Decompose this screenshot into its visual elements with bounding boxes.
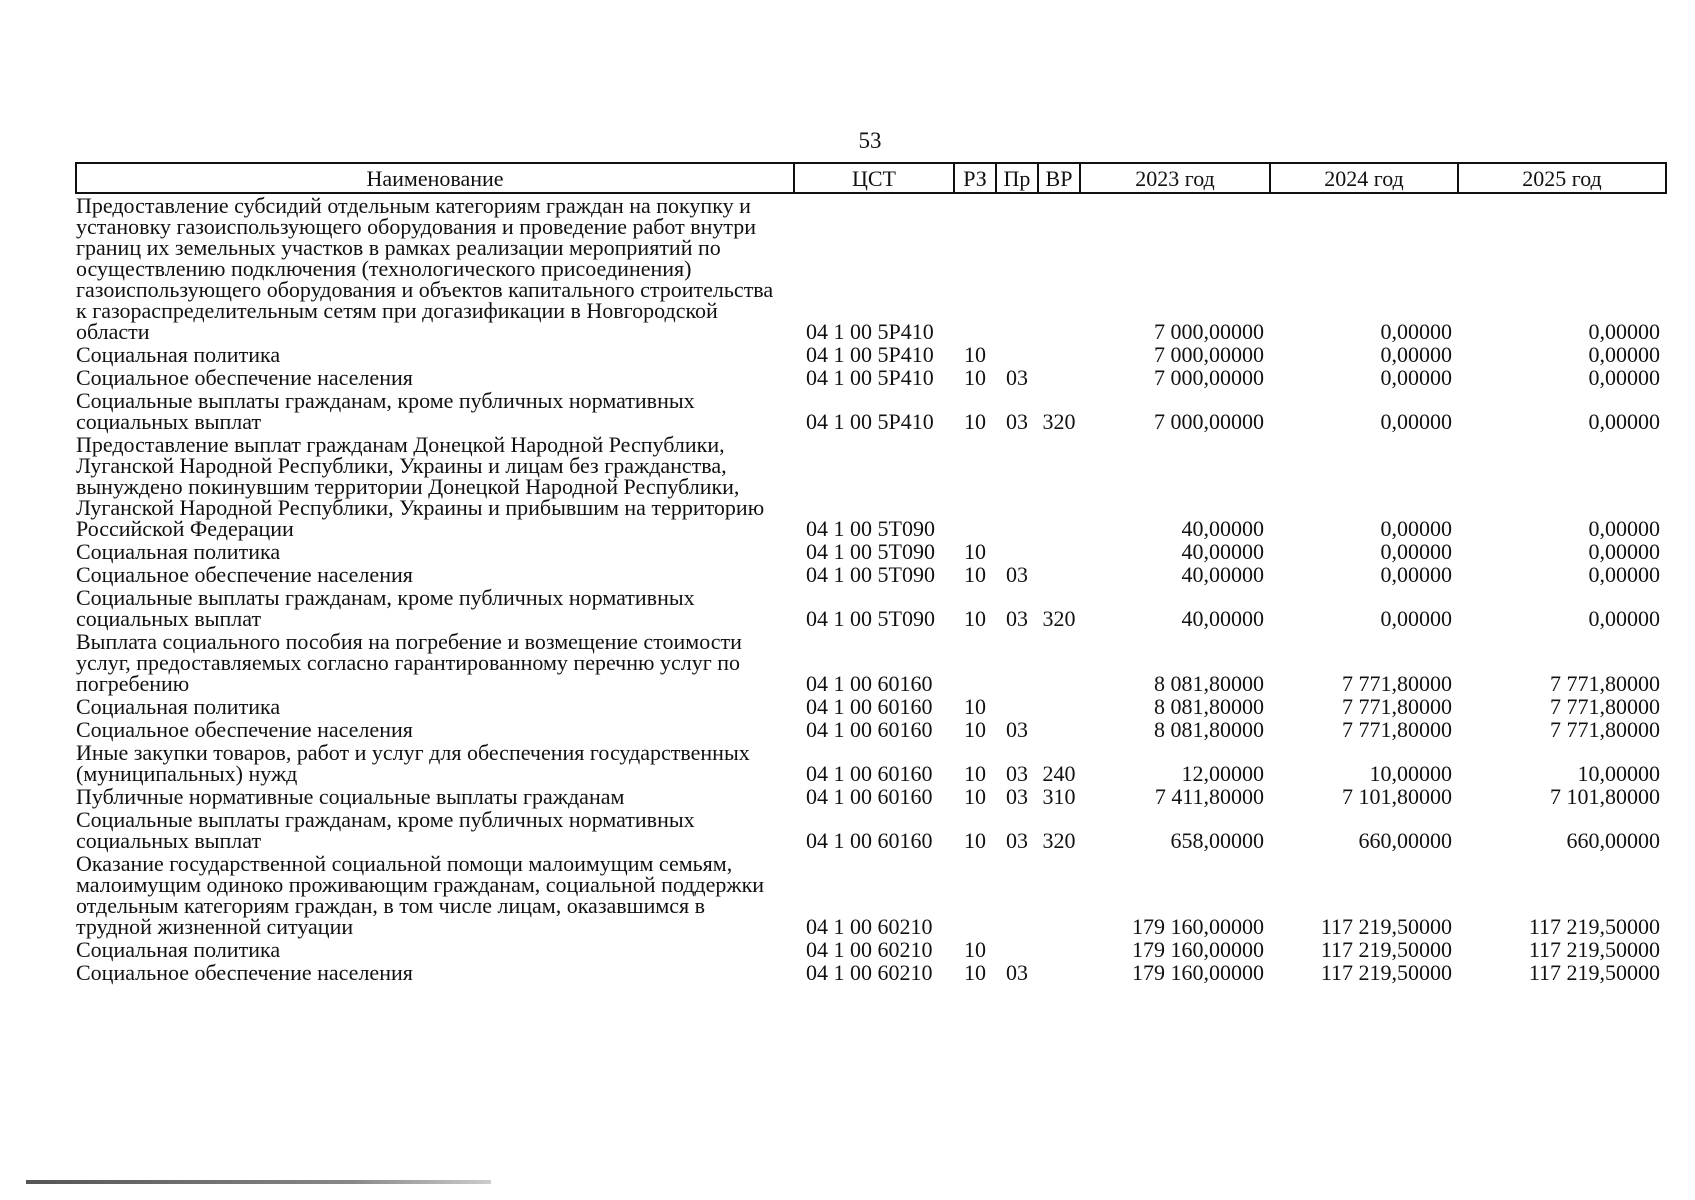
row-value-2024: 117 219,50000 [1320,937,1452,962]
row-value-2024: 10,00000 [1369,761,1452,786]
row-value-2023: 179 160,00000 [1132,960,1264,985]
row-value-2024: 0,00000 [1380,409,1452,434]
row-rz: 10 [964,342,986,367]
row-value-2025: 117 219,50000 [1528,914,1660,939]
row-rz: 10 [964,761,986,786]
budget-table-container [75,162,1665,984]
row-value-2025: 0,00000 [1588,365,1660,390]
row-value-2024: 7 101,80000 [1342,784,1452,809]
row-rz: 10 [964,365,986,390]
table-row [76,563,1666,586]
row-vr: 240 [1042,761,1076,786]
row-cst: 04 1 00 5T090 [806,539,935,564]
row-vr [1038,961,1080,984]
table-body [76,193,1666,984]
row-vr: 320 [1042,606,1076,631]
row-cst: 04 1 00 5P410 [806,409,934,434]
header-rz: РЗ [954,163,996,193]
row-value-2025: 7 101,80000 [1550,784,1660,809]
row-cst: 04 1 00 5T090 [806,516,935,541]
row-pr: 03 [1006,828,1028,853]
row-name: Социальное обеспечение населения [76,717,413,742]
row-cst: 04 1 00 60160 [806,761,933,786]
header-name: Наименование [76,163,794,193]
row-value-2025: 0,00000 [1588,319,1660,344]
row-rz: 10 [964,937,986,962]
row-value-2025: 0,00000 [1588,516,1660,541]
row-pr [996,433,1038,540]
row-name: Социальная политика [76,342,281,367]
table-row [76,630,1666,695]
row-pr: 03 [1006,960,1028,985]
row-value-2025: 7 771,80000 [1550,694,1660,719]
table-row [76,741,1666,785]
row-pr [996,193,1038,343]
row-cst: 04 1 00 60160 [806,671,933,696]
row-name: Социальное обеспечение населения [76,365,413,390]
row-value-2024: 7 771,80000 [1342,717,1452,742]
row-value-2025: 0,00000 [1588,539,1660,564]
row-name: Социальная политика [76,539,281,564]
header-2024: 2024 год [1270,163,1458,193]
row-value-2024: 660,00000 [1358,828,1452,853]
table-row [76,852,1666,938]
row-vr [1038,193,1080,343]
row-cst: 04 1 00 5P410 [806,365,934,390]
row-vr [1038,433,1080,540]
table-row [76,433,1666,540]
row-name: Публичные нормативные социальные выплаты гражданам [76,784,625,809]
row-rz [954,433,996,540]
row-value-2025: 0,00000 [1588,562,1660,587]
row-vr [1038,695,1080,718]
row-value-2023: 8 081,80000 [1154,694,1264,719]
header-pr: Пр [996,163,1038,193]
header-2023: 2023 год [1080,163,1270,193]
row-value-2025: 7 771,80000 [1550,671,1660,696]
row-value-2023: 40,00000 [1181,606,1264,631]
row-value-2025: 7 771,80000 [1550,717,1660,742]
row-pr [996,540,1038,563]
row-value-2024: 7 771,80000 [1342,694,1452,719]
row-value-2023: 658,00000 [1170,828,1264,853]
table-row [76,540,1666,563]
row-rz: 10 [964,784,986,809]
row-value-2023: 7 000,00000 [1154,409,1264,434]
row-vr [1038,540,1080,563]
row-rz: 10 [964,960,986,985]
row-value-2025: 0,00000 [1588,606,1660,631]
row-rz: 10 [964,606,986,631]
row-name: Социальные выплаты гражданам, кроме публичных нормативных социальных выплат [76,585,695,631]
row-cst: 04 1 00 60160 [806,828,933,853]
row-vr: 310 [1042,784,1076,809]
row-vr: 320 [1042,409,1076,434]
row-rz [954,630,996,695]
row-value-2025: 117 219,50000 [1528,937,1660,962]
table-header [76,163,1666,193]
row-rz: 10 [964,717,986,742]
row-cst: 04 1 00 60210 [806,914,933,939]
table-row [76,938,1666,961]
scan-artifact-line [26,1180,491,1184]
row-value-2024: 0,00000 [1380,539,1452,564]
row-cst: 04 1 00 60210 [806,960,933,985]
row-name: Социальная политика [76,937,281,962]
row-value-2023: 7 000,00000 [1154,319,1264,344]
row-value-2024: 0,00000 [1380,342,1452,367]
row-pr: 03 [1006,365,1028,390]
table-row [76,961,1666,984]
row-vr [1038,630,1080,695]
row-name: Социальное обеспечение населения [76,562,413,587]
row-value-2023: 12,00000 [1181,761,1264,786]
row-cst: 04 1 00 5P410 [806,342,934,367]
row-pr [996,695,1038,718]
row-vr [1038,343,1080,366]
row-value-2023: 8 081,80000 [1154,717,1264,742]
row-rz: 10 [964,409,986,434]
row-value-2023: 40,00000 [1181,516,1264,541]
row-vr [1038,718,1080,741]
row-value-2025: 10,00000 [1577,761,1660,786]
row-name: Социальные выплаты гражданам, кроме публичных нормативных социальных выплат [76,807,695,853]
row-pr: 03 [1006,761,1028,786]
row-vr [1038,366,1080,389]
table-row [76,718,1666,741]
row-value-2023: 179 160,00000 [1132,937,1264,962]
row-name: Оказание государственной социальной помощи малоимущим семьям, малоимущим одиноко проживающим гражданам, социальной поддержки отдельным категориям граждан, в том числе лицам, оказавшимся в трудной жизненной ситуации [76,851,765,939]
row-cst: 04 1 00 60160 [806,717,933,742]
row-name: Социальная политика [76,694,281,719]
row-rz: 10 [964,828,986,853]
row-vr [1038,852,1080,938]
row-pr [996,630,1038,695]
budget-table [75,162,1667,984]
row-cst: 04 1 00 5P410 [806,319,934,344]
row-pr: 03 [1006,717,1028,742]
row-pr: 03 [1006,784,1028,809]
row-rz [954,193,996,343]
row-rz: 10 [964,539,986,564]
row-name: Предоставление субсидий отдельным категориям граждан на покупку и установку газоиспользующего оборудования и проведение работ внутри границ их земельных участков в рамках реализации мероприятий по осуществлению подключения (технологического присоединения) газоиспользующего оборудования и объектов капитального строительства к газораспределительным сетям при догазификации в Новгородской области [76,193,774,344]
row-name: Иные закупки товаров, работ и услуг для обеспечения государственных (муниципальных) нужд [76,740,750,786]
row-rz [954,852,996,938]
row-value-2024: 0,00000 [1380,606,1452,631]
row-value-2024: 7 771,80000 [1342,671,1452,696]
row-value-2023: 179 160,00000 [1132,914,1264,939]
row-name: Социальные выплаты гражданам, кроме публичных нормативных социальных выплат [76,388,695,434]
table-row [76,193,1666,343]
row-value-2023: 8 081,80000 [1154,671,1264,696]
row-value-2024: 0,00000 [1380,365,1452,390]
table-row [76,586,1666,630]
row-value-2024: 0,00000 [1380,562,1452,587]
row-value-2024: 117 219,50000 [1320,914,1452,939]
row-value-2023: 40,00000 [1181,539,1264,564]
row-cst: 04 1 00 5T090 [806,606,935,631]
row-value-2025: 117 219,50000 [1528,960,1660,985]
row-vr [1038,563,1080,586]
row-name: Социальное обеспечение населения [76,960,413,985]
table-row [76,785,1666,808]
table-row [76,366,1666,389]
row-pr: 03 [1006,606,1028,631]
row-pr: 03 [1006,409,1028,434]
row-pr [996,938,1038,961]
row-pr [996,343,1038,366]
table-row [76,343,1666,366]
header-vr: ВР [1038,163,1080,193]
row-vr [1038,938,1080,961]
row-value-2024: 117 219,50000 [1320,960,1452,985]
row-cst: 04 1 00 5T090 [806,562,935,587]
row-value-2023: 7 411,80000 [1154,784,1264,809]
row-vr: 320 [1042,828,1076,853]
page-number: 53 [858,128,882,153]
table-row [76,808,1666,852]
row-value-2023: 40,00000 [1181,562,1264,587]
row-value-2025: 0,00000 [1588,342,1660,367]
row-cst: 04 1 00 60160 [806,694,933,719]
row-cst: 04 1 00 60210 [806,937,933,962]
header-cst: ЦСТ [794,163,954,193]
row-rz: 10 [964,694,986,719]
row-name: Предоставление выплат гражданам Донецкой Народной Республики, Луганской Народной Республики, Украины и лицам без гражданства, вынуждено покинувшим территории Донецкой Народной Республики, Луганской Народной Республики, Украины и прибывшим на территорию Российской Федерации [76,432,765,541]
row-cst: 04 1 00 60160 [806,784,933,809]
header-2025: 2025 год [1458,163,1666,193]
row-value-2023: 7 000,00000 [1154,342,1264,367]
row-value-2024: 0,00000 [1380,516,1452,541]
row-value-2025: 660,00000 [1566,828,1660,853]
table-row [76,389,1666,433]
row-pr [996,852,1038,938]
row-name: Выплата социального пособия на погребение и возмещение стоимости услуг, предоставляемых согласно гарантированному перечню услуг по погребению [76,629,742,696]
table-row [76,695,1666,718]
row-rz: 10 [964,562,986,587]
row-value-2024: 0,00000 [1380,319,1452,344]
row-value-2023: 7 000,00000 [1154,365,1264,390]
row-value-2025: 0,00000 [1588,409,1660,434]
row-pr: 03 [1006,562,1028,587]
